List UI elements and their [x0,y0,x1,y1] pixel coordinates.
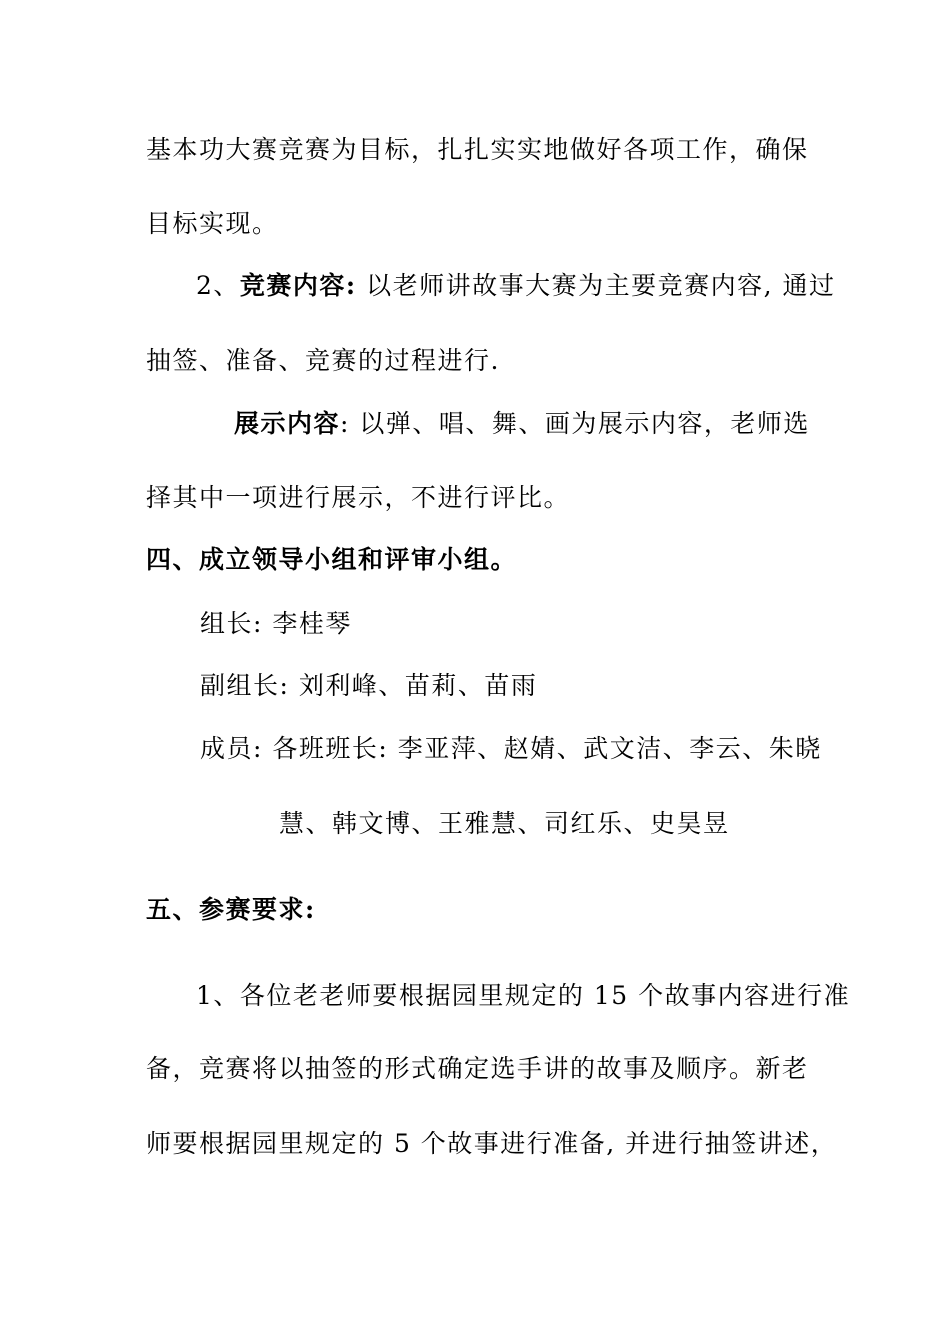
paragraph-text: : 以弹、唱、舞、画为展示内容，老师选 [340,409,810,438]
requirement-line: 师要根据园里规定的 5 个故事进行准备, 并进行抽签讲述， [146,1129,838,1158]
paragraph-line: 择其中一项进行展示，不进行评比。 [146,483,571,512]
paragraph-line: 基本功大赛竞赛为目标，扎扎实实地做好各项工作，确保 [146,135,809,164]
paragraph-line [196,270,835,302]
paragraph-line [234,408,810,440]
section-heading: 四、成立领导小组和评审小组。 [146,545,518,574]
deputy-line: 副组长: 刘利峰、苗莉、苗雨 [200,671,538,700]
inline-label: 竞赛内容: [239,271,357,300]
members-line: 成员: 各班班长: 李亚萍、赵婧、武文洁、李云、朱晓 [200,734,822,763]
requirement-line: 1、各位老老师要根据园里规定的 15 个故事内容进行准 [196,981,851,1010]
requirement-line: 备，竞赛将以抽签的形式确定选手讲的故事及顺序。新老 [146,1054,809,1083]
members-line: 慧、韩文博、王雅慧、司红乐、史昊昱 [279,809,730,838]
inline-label: 展示内容 [234,409,341,438]
paragraph-line: 抽签、准备、竞赛的过程进行. [146,346,500,375]
paragraph-text: 以老师讲故事大赛为主要竞赛内容, 通过 [356,271,836,300]
section-heading: 五、参赛要求: [146,895,316,924]
paragraph-line: 目标实现。 [146,209,279,238]
leader-line: 组长: 李桂琴 [200,609,352,638]
list-number: 2、 [196,271,240,300]
